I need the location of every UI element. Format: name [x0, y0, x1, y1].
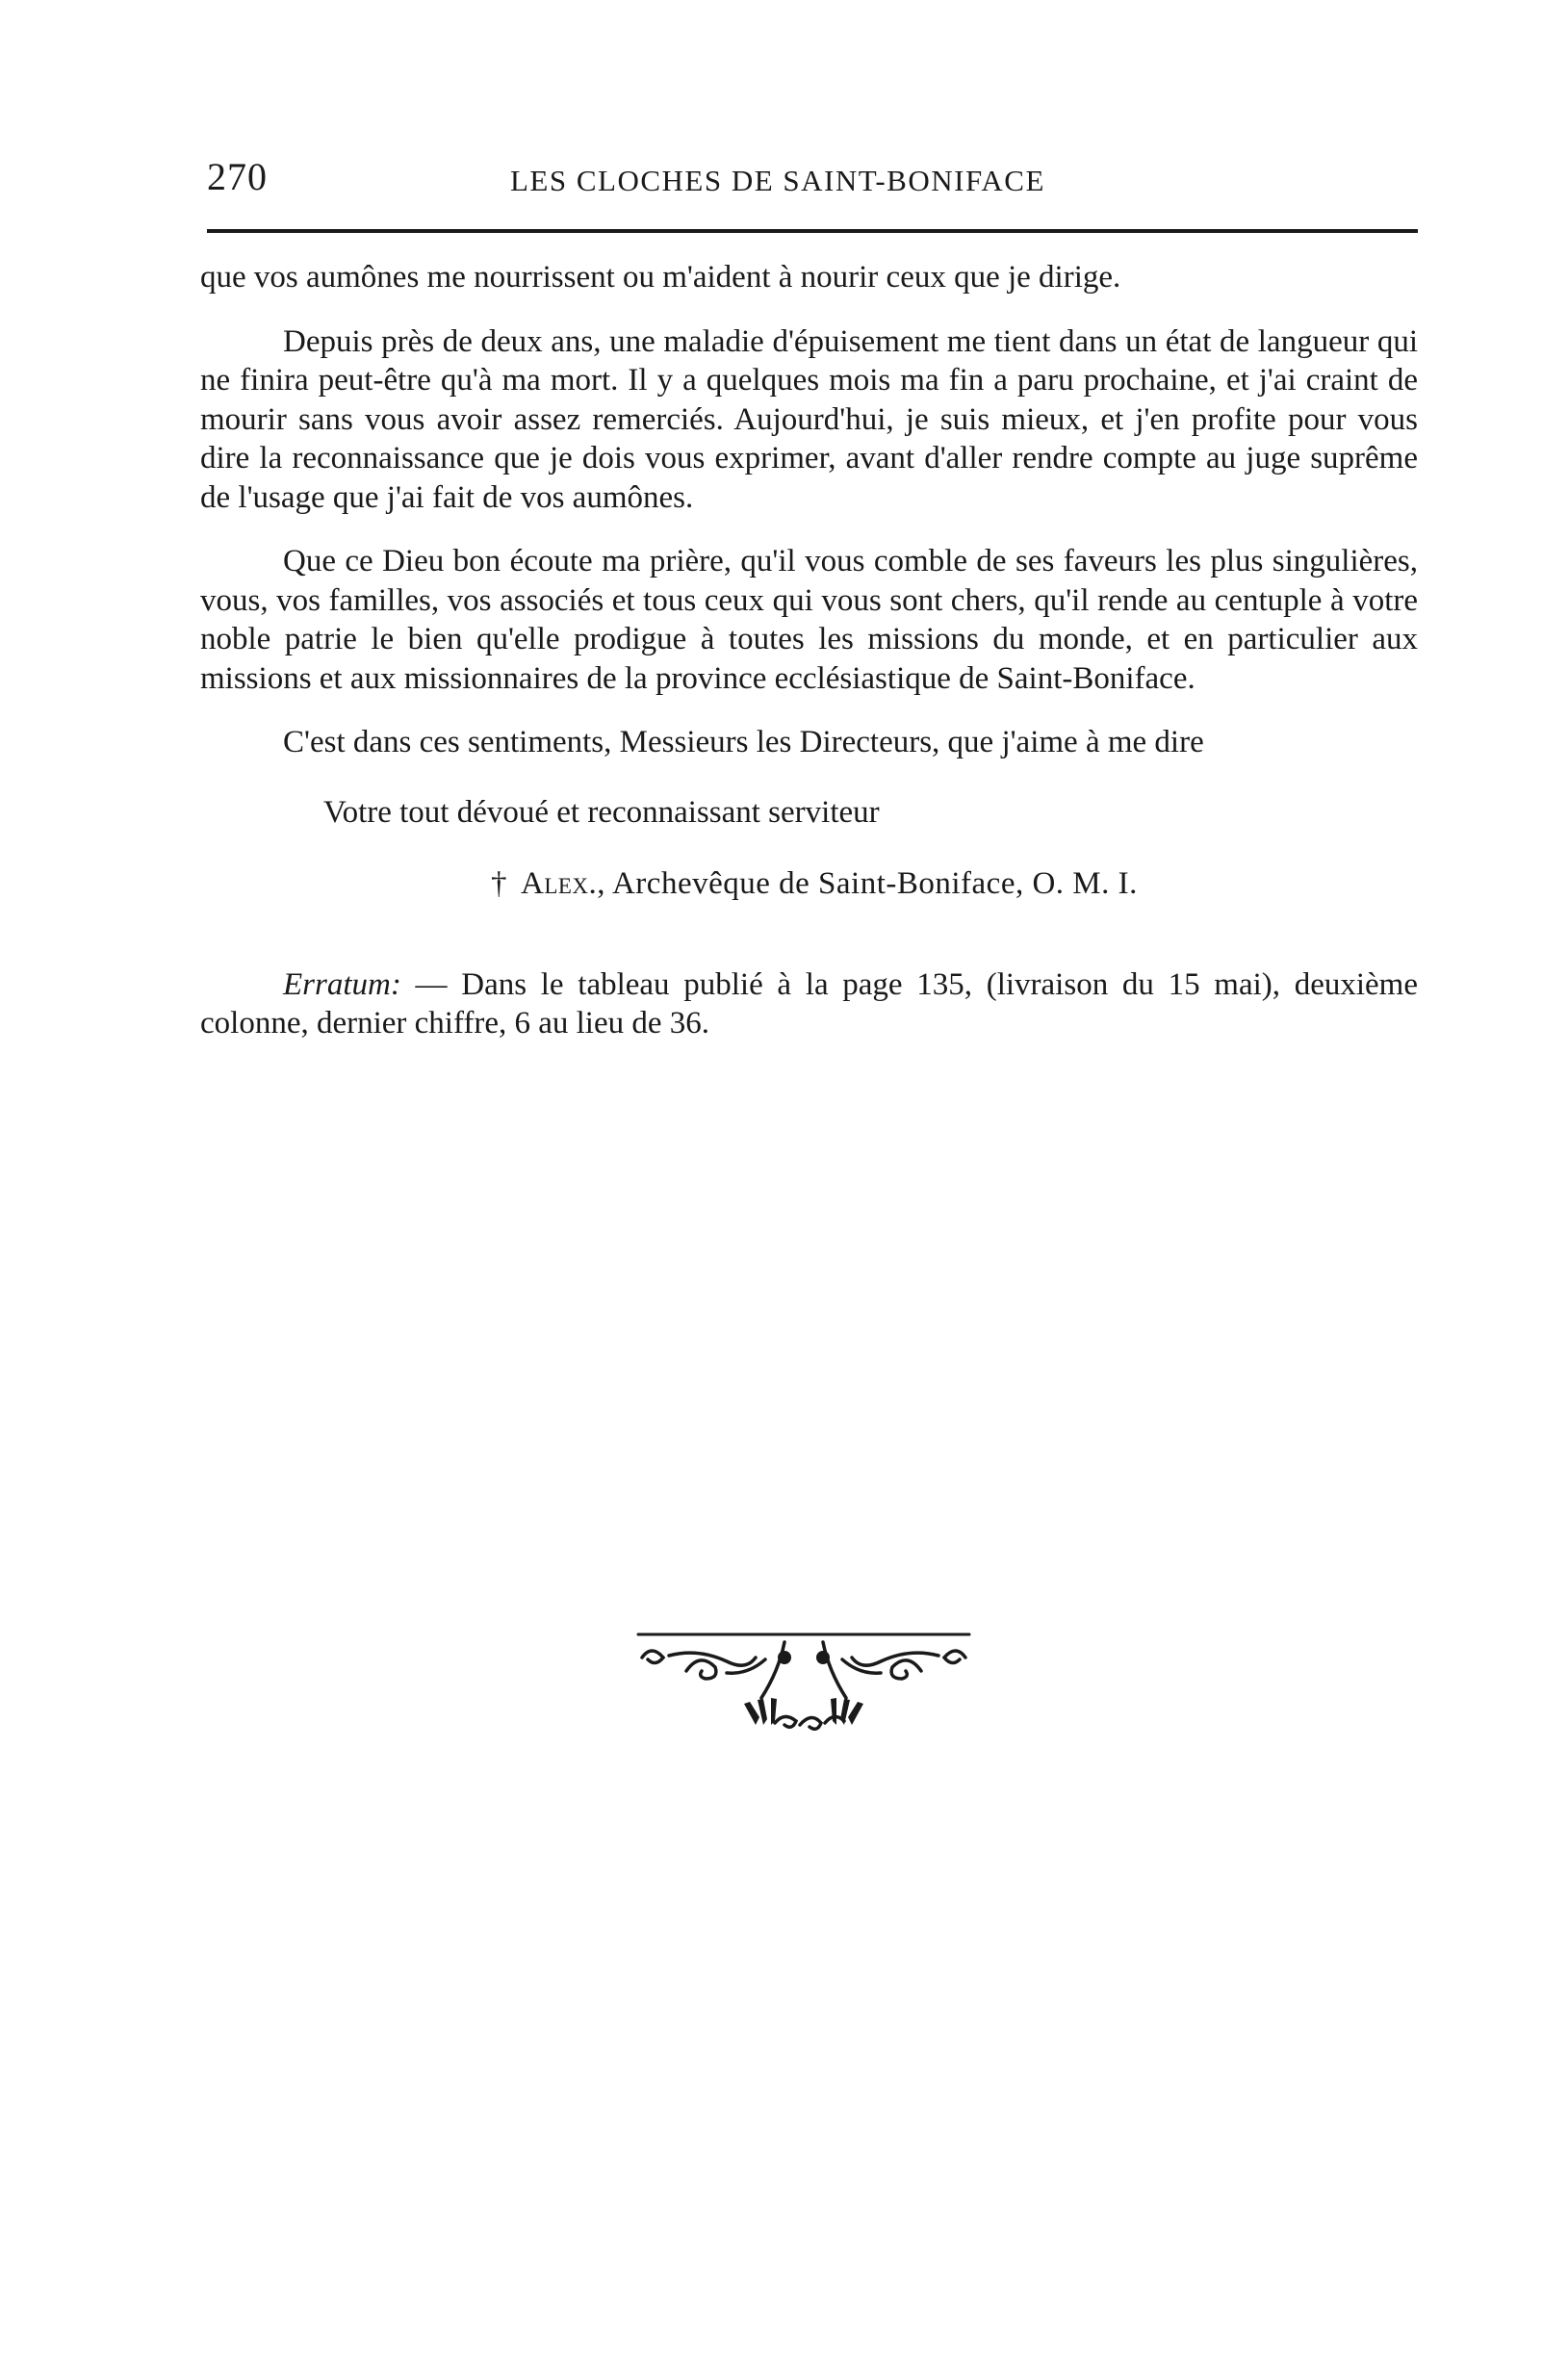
closing-line: Votre tout dévoué et reconnaissant serviteur	[323, 794, 880, 830]
page-number: 270	[207, 155, 268, 198]
scroll-vignette-ornament-icon	[630, 1629, 977, 1739]
page-header	[197, 154, 1420, 212]
erratum-note	[200, 965, 1418, 1043]
cross-symbol: †	[491, 866, 507, 901]
erratum-label: Erratum:	[283, 966, 401, 1002]
body-text	[200, 258, 1418, 1043]
signature-title: , Archevêque de Saint-Boniface, O. M. I.	[597, 866, 1138, 901]
signature-name: Alex.	[521, 866, 598, 901]
paragraph-sentiments: C'est dans ces sentiments, Messieurs les Directeurs, que j'aime à me dire	[283, 725, 1204, 759]
paragraph-illness: Depuis près de deux ans, une maladie d'épuisement me tient dans un état de langueur qui ne finira peut-être qu'à ma mort. Il y a quelques mois ma fin a paru prochaine, et j'ai craint de mourir sans vous avoir assez remerciés. Aujourd'hui, je suis mieux, et j'en profite pour vous dire la reconnaissance que je dois vous exprimer, avant d'aller rendre compte au juge suprême de l'usage que j'ai fait de vos aumônes.	[200, 323, 1418, 515]
running-title: LES CLOCHES DE SAINT-BONIFACE	[510, 164, 1045, 197]
paragraph-continuation: que vos aumônes me nourrissent ou m'aident à nourir ceux que je dirige.	[200, 260, 1121, 295]
paragraph-prayer: Que ce Dieu bon écoute ma prière, qu'il vous comble de ses faveurs les plus singulières, vous, vos familles, vos associés et tous ceux qui vous sont chers, qu'il rende au centuple à votre noble patrie le bien qu'elle prodigue à toutes les missions du monde, et en particulier aux missions et aux missionnaires de la province ecclésiastique de Saint-Boniface.	[200, 544, 1418, 696]
header-rule	[207, 229, 1418, 233]
erratum-text: — Dans le tableau publié à la page 135, (livraison du 15 mai), deuxième colonne, dernier chiffre, 6 au lieu de 36.	[200, 966, 1418, 1041]
signature	[200, 864, 1418, 904]
